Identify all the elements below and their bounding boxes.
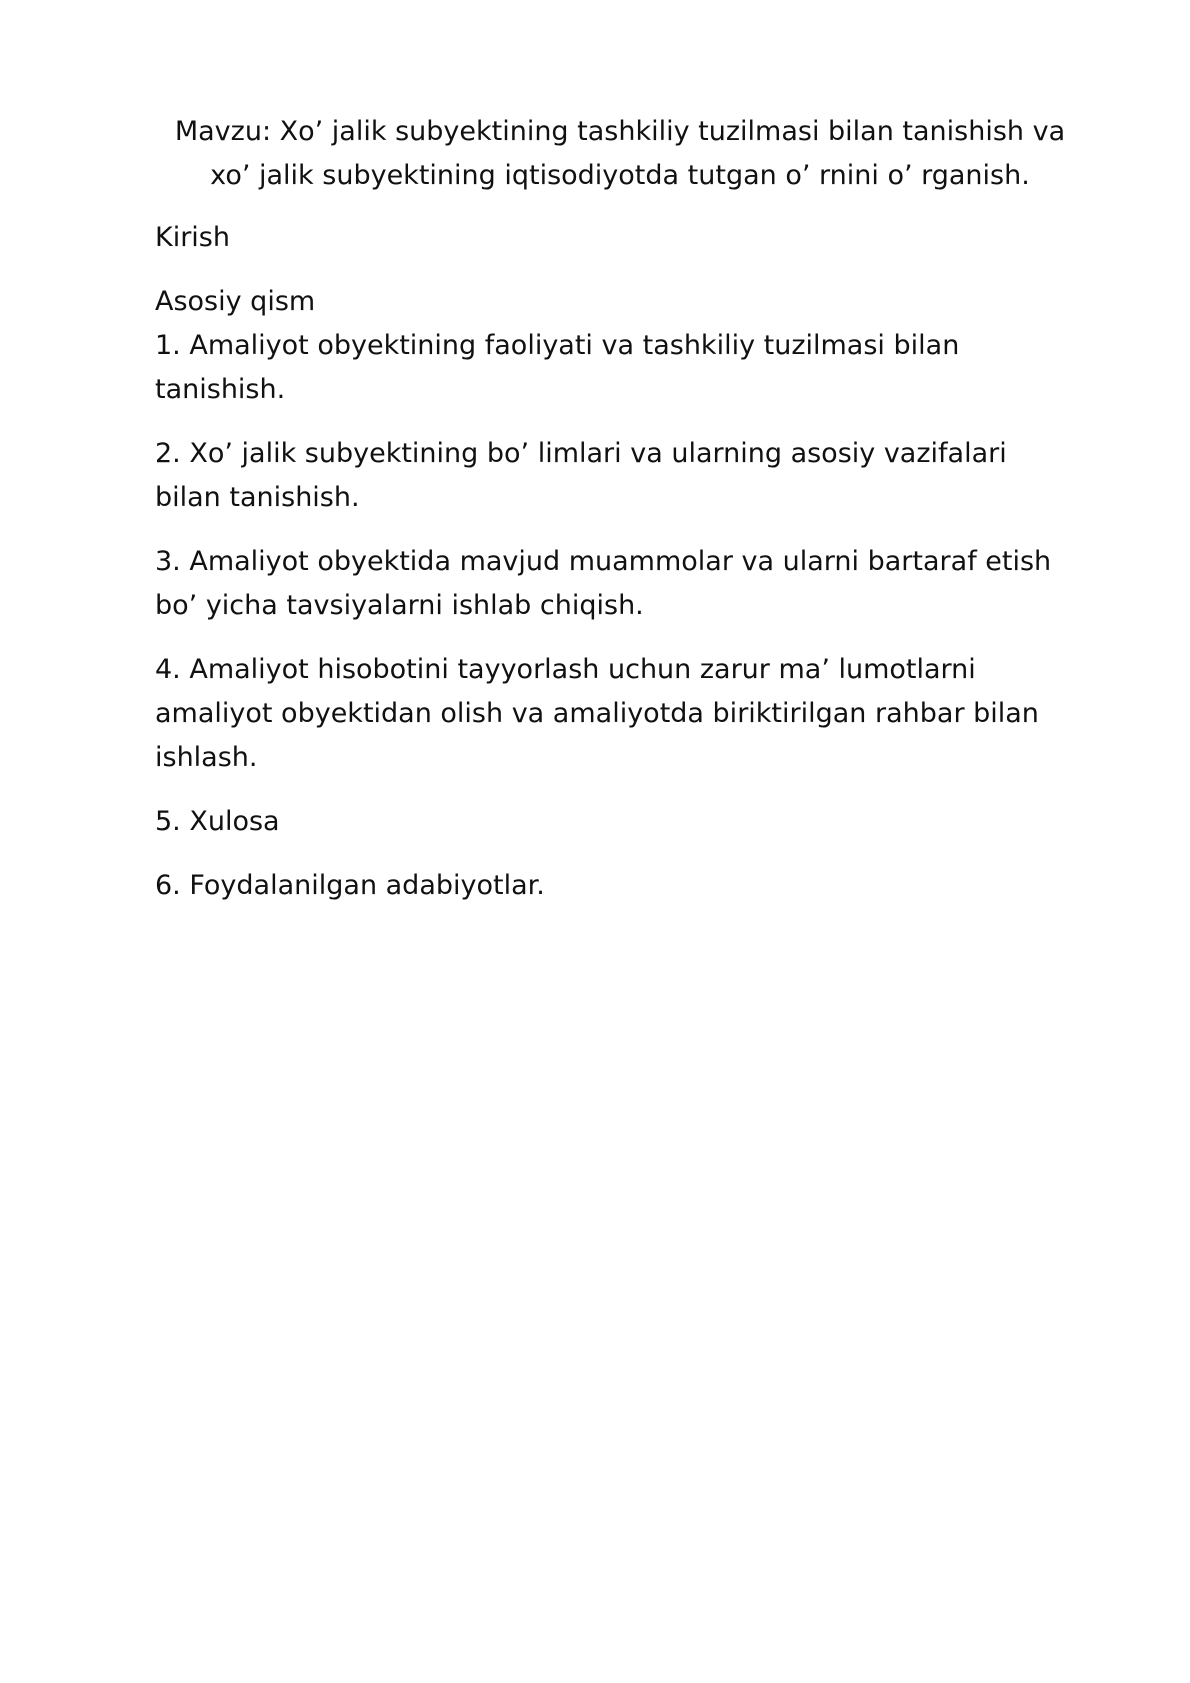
document-body	[155, 216, 1075, 928]
document-title: Mavzu: Xo’ jalik subyektining tashkiliy tuzilmasi bilan tanishish va xo’ jalik subyektining iqtisodiyotda tutgan o’ rnini o’ rganish.	[174, 116, 1066, 191]
list-item: 1. Amaliyot obyektining faoliyati va tashkiliy tuzilmasi bilan tanishish.	[155, 330, 960, 405]
list-item: 4. Amaliyot hisobotini tayyorlash uchun zarur ma’ lumotlarni amaliyot obyektidan olish va amaliyotda biriktirilgan rahbar bilan ishlash.	[155, 654, 1039, 773]
list-item: 2. Xo’ jalik subyektining bo’ limlari va ularning asosiy vazifalari bilan tanishish.	[155, 438, 1007, 513]
list-item: 6. Foydalanilgan adabiyotlar.	[155, 870, 545, 901]
section-intro-heading: Kirish	[155, 222, 230, 253]
list-item: 3. Amaliyot obyektida mavjud muammolar va ularni bartaraf etish bo’ yicha tavsiyalarni ishlab chiqish.	[155, 546, 1052, 621]
section-main-heading: Asosiy qism	[155, 286, 316, 317]
list-item: 5. Xulosa	[155, 806, 280, 837]
